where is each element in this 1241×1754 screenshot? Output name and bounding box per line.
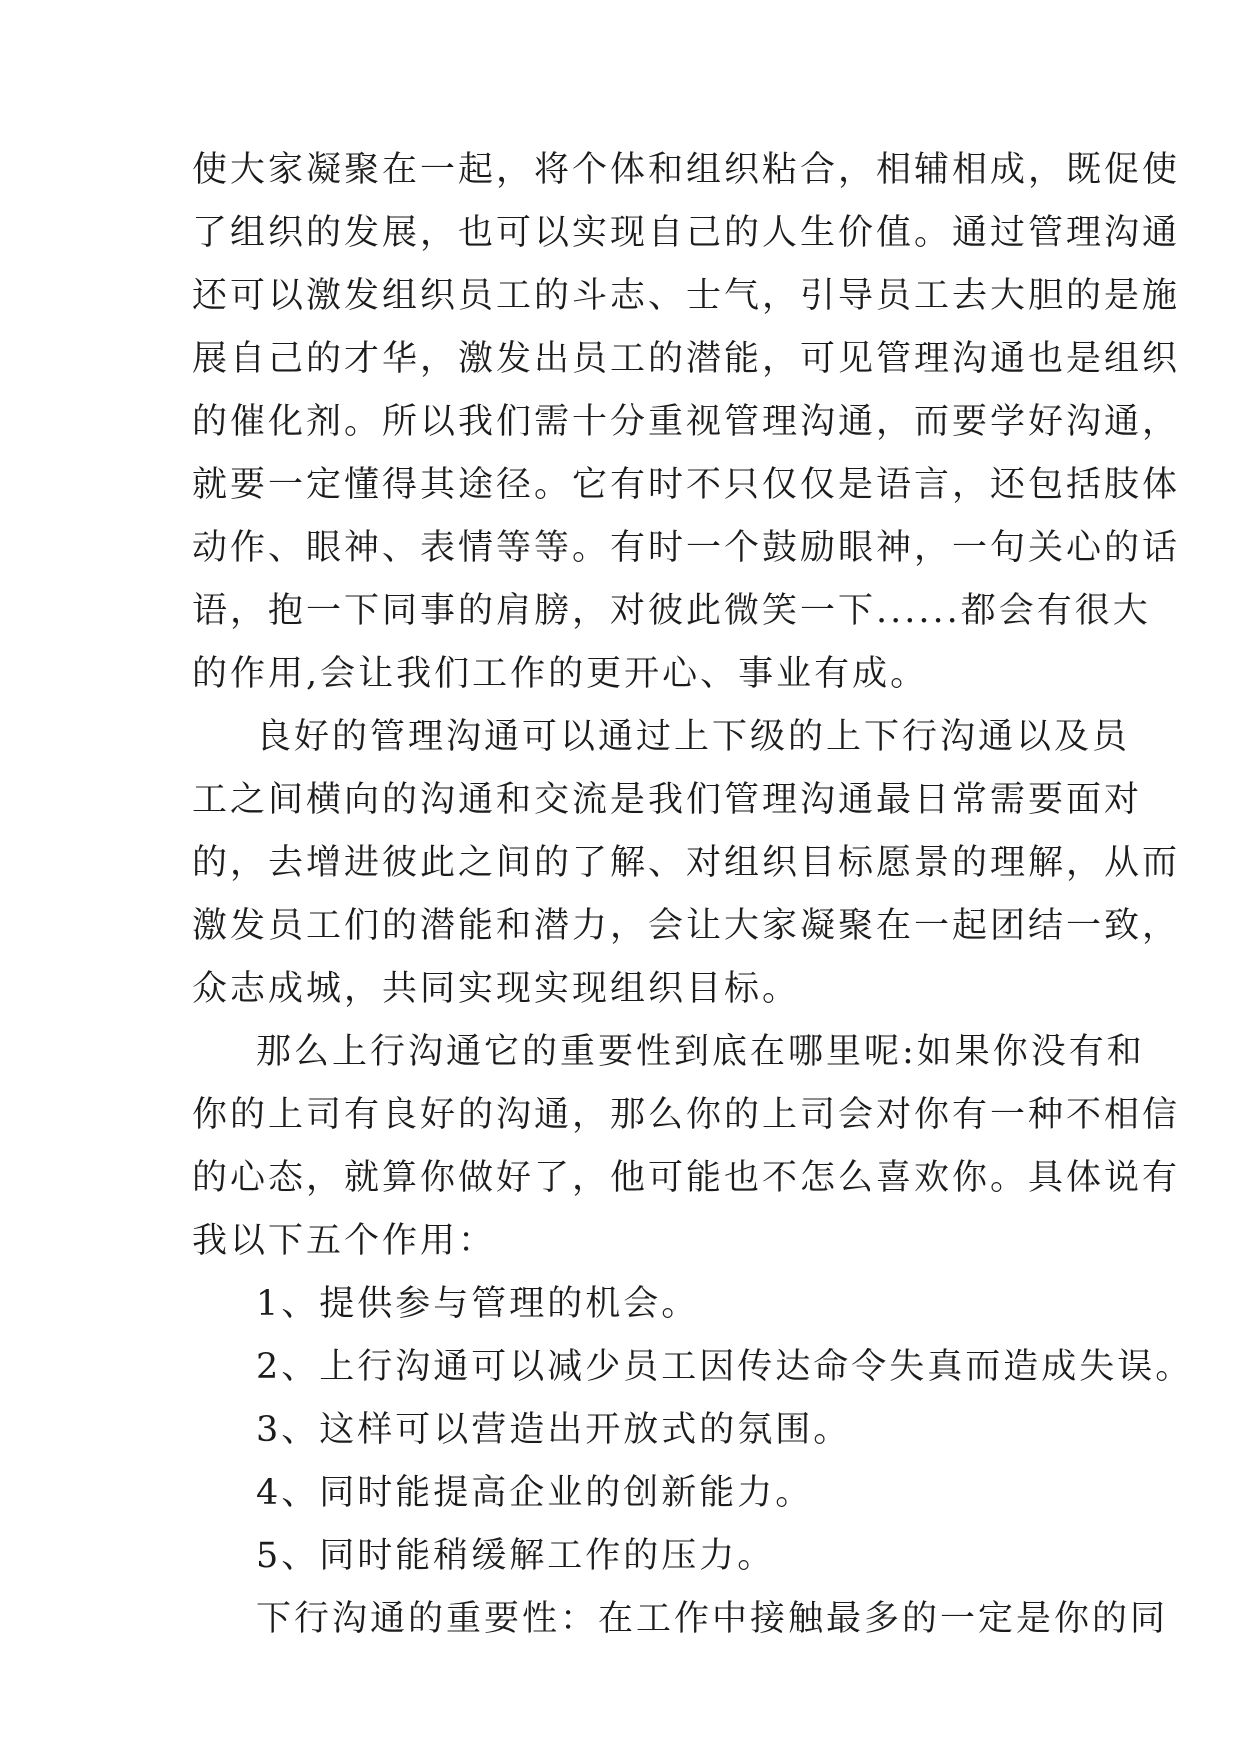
list-item: 4、同时能提高企业的创新能力。: [256, 1473, 814, 1513]
text-line: 的作用,会让我们工作的更开心、事业有成。: [192, 654, 929, 694]
text-line: 我以下五个作用：: [192, 1221, 497, 1261]
text-line: 的，去增进彼此之间的了解、对组织目标愿景的理解，从而: [192, 843, 1181, 883]
text-line: 展自己的才华，激发出员工的潜能，可见管理沟通也是组织: [192, 339, 1181, 379]
text-line: 你的上司有良好的沟通，那么你的上司会对你有一种不相信: [192, 1095, 1181, 1135]
text-line: 的催化剂。所以我们需十分重视管理沟通，而要学好沟通，: [192, 402, 1181, 442]
list-item: 5、同时能稍缓解工作的压力。: [256, 1536, 776, 1576]
paragraph-first-line: 良好的管理沟通可以通过上下级的上下行沟通以及员: [256, 717, 1131, 757]
list-item: 2、上行沟通可以减少员工因传达命令失真而造成失误。: [256, 1347, 1194, 1387]
text-line: 的心态，就算你做好了，他可能也不怎么喜欢你。具体说有: [192, 1158, 1181, 1198]
text-line: 众志成城，共同实现实现组织目标。: [192, 969, 801, 1009]
text-line: 工之间横向的沟通和交流是我们管理沟通最日常需要面对: [192, 780, 1143, 820]
list-item: 3、这样可以营造出开放式的氛围。: [256, 1410, 852, 1450]
text-line: 使大家凝聚在一起，将个体和组织粘合，相辅相成，既促使: [192, 150, 1181, 190]
paragraph-first-line: 下行沟通的重要性：在工作中接触最多的一定是你的同: [256, 1599, 1169, 1639]
text-line: 了组织的发展，也可以实现自己的人生价值。通过管理沟通: [192, 213, 1181, 253]
text-line: 激发员工们的潜能和潜力，会让大家凝聚在一起团结一致，: [192, 906, 1181, 946]
text-line: 动作、眼神、表情等等。有时一个鼓励眼神，一句关心的话: [192, 528, 1181, 568]
paragraph-first-line: 那么上行沟通它的重要性到底在哪里呢:如果你没有和: [256, 1032, 1145, 1072]
text-line: 就要一定懂得其途径。它有时不只仅仅是语言，还包括肢体: [192, 465, 1181, 505]
list-item: 1、提供参与管理的机会。: [256, 1284, 700, 1324]
text-line: 语，抱一下同事的肩膀，对彼此微笑一下......都会有很大: [192, 591, 1151, 631]
text-line: 还可以激发组织员工的斗志、士气，引导员工去大胆的是施: [192, 276, 1181, 316]
